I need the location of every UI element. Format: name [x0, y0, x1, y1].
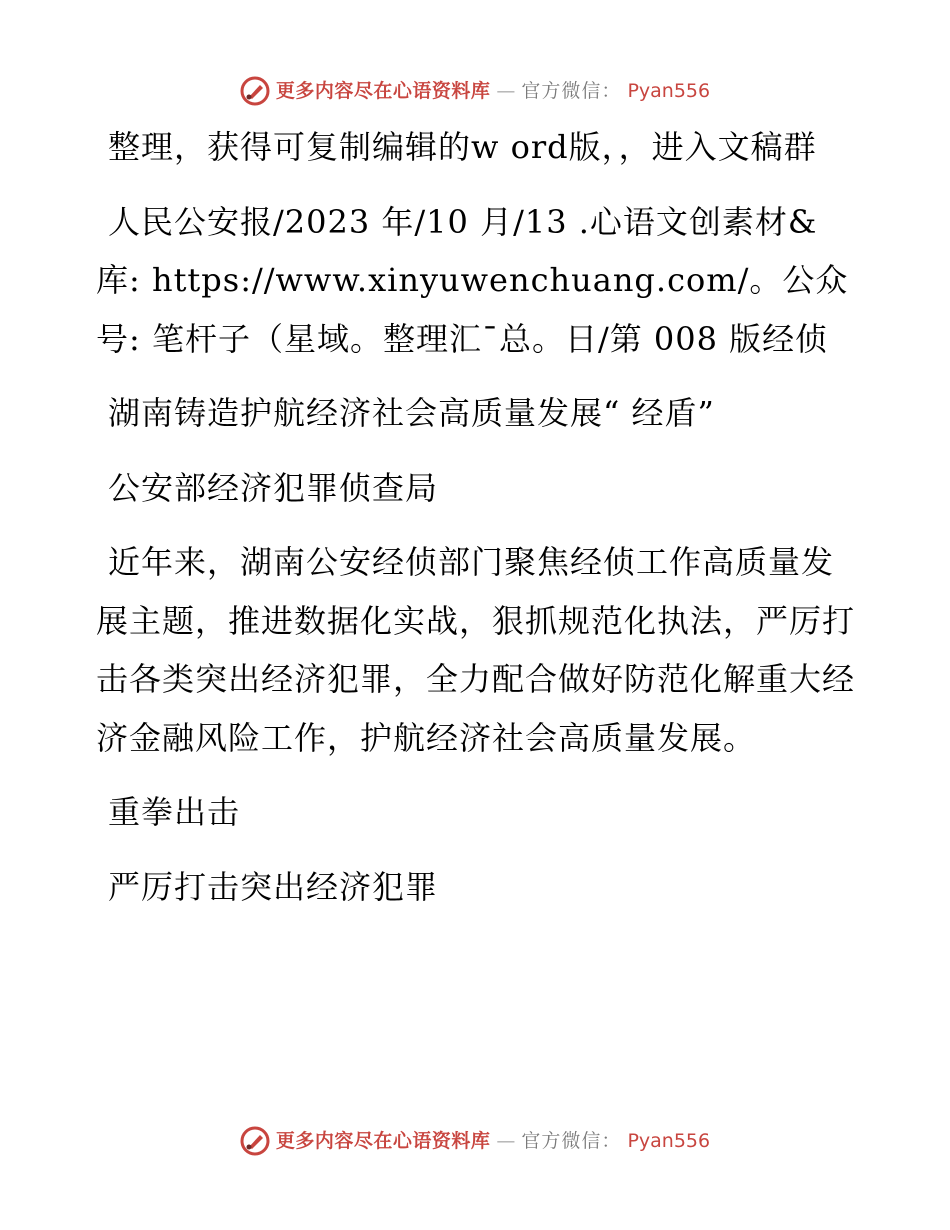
watermark-dash: — [496, 1130, 516, 1152]
watermark-wechat-id: Pyan556 [627, 80, 711, 102]
watermark-main-text: 更多内容尽在心语资料库 [275, 80, 491, 102]
watermark-dash: — [496, 80, 516, 102]
watermark-wechat-id: Pyan556 [627, 1130, 711, 1152]
paragraph-intro: 整理，获得可复制编辑的w ord版，，进入文稿群 [108, 128, 817, 166]
header-watermark [0, 76, 950, 106]
brush-logo-icon [240, 1126, 270, 1156]
article-title: 湖南铸造护航经济社会高质量发展“ 经盾” [108, 394, 715, 432]
section-subheading: 严厉打击突出经济犯罪 [108, 867, 439, 906]
document-body [96, 118, 856, 932]
paragraph-source: 人民公安报/2023 年/10 月/13 .心语文创素材&库: https://www.xinyuwenchuang.com/。公众号: 笔杆子（星域。整理汇¯总。日/第 008 版经侦 [96, 202, 849, 358]
watermark-wechat-label: 官方微信： [521, 1130, 622, 1152]
watermark-main-text: 更多内容尽在心语资料库 [275, 1130, 491, 1152]
article-author: 公安部经济犯罪侦查局 [108, 468, 439, 507]
paragraph-body: 近年来，湖南公安经侦部门聚焦经侦工作高质量发展主题，推进数据化实战，狠抓规范化执法，严厉打击各类突出经济犯罪，全力配合做好防范化解重大经济金融风险工作，护航经济社会高质量发展。 [96, 543, 856, 757]
section-heading: 重拳出击 [108, 793, 241, 831]
footer-watermark [0, 1126, 950, 1156]
brush-logo-icon [240, 76, 270, 106]
watermark-wechat-label: 官方微信： [521, 80, 622, 102]
